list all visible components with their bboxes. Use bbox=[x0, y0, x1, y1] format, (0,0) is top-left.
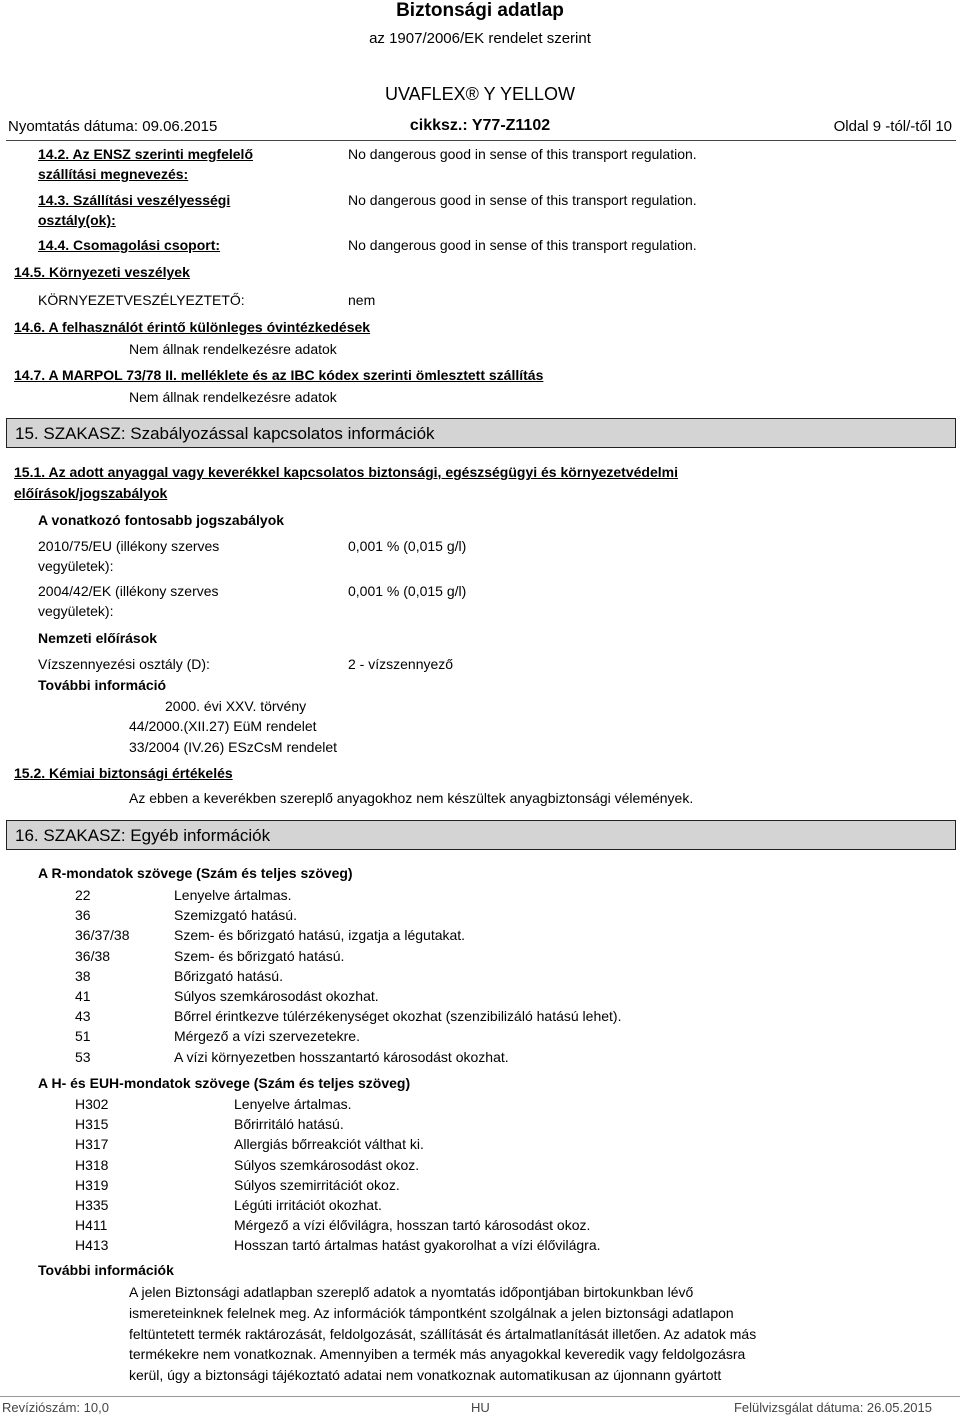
phrase-code: H302 bbox=[75, 1096, 109, 1112]
law-3: 33/2004 (IV.26) ESzCsM rendelet bbox=[129, 739, 338, 755]
header-divider bbox=[6, 140, 956, 141]
phrase-code: 53 bbox=[75, 1048, 91, 1065]
phrase-code: 43 bbox=[75, 1008, 91, 1025]
phrase-text: Súlyos szemkárosodást okozhat. bbox=[174, 988, 379, 1004]
phrase-text: Mérgező a vízi szervezetekre. bbox=[174, 1028, 360, 1045]
section-16-title: 16. SZAKASZ: Egyéb információk bbox=[15, 826, 271, 845]
phrase-text: Lenyelve ártalmas. bbox=[234, 1096, 352, 1112]
eu2-label-1: 2004/42/EK (illékony szerves bbox=[38, 583, 219, 599]
s14-7-value: Nem állnak rendelkezésre adatok bbox=[129, 389, 337, 405]
phrase-code: 22 bbox=[75, 887, 91, 903]
phrase-code: H315 bbox=[75, 1116, 109, 1133]
phrase-code: H319 bbox=[75, 1176, 109, 1193]
national-regulations-title: Nemzeti előírások bbox=[38, 630, 158, 646]
s14-6-label: 14.6. A felhasználót érintő különleges óvintézkedések bbox=[14, 319, 371, 335]
relevant-regulations-title: A vonatkozó fontosabb jogszabályok bbox=[38, 512, 285, 528]
phrase-text: Bőrrel érintkezve túlérzékenységet okozhat (szenzibilizáló hatású lehet). bbox=[174, 1008, 622, 1025]
s14-2-value: No dangerous good in sense of this transport regulation. bbox=[348, 146, 697, 162]
phrase-text: Bőrirritáló hatású. bbox=[234, 1116, 344, 1133]
s14-2-label-1: 14.2. Az ENSZ szerinti megfelelő bbox=[38, 146, 253, 162]
review-date: Felülvizsgálat dátuma: 26.05.2015 bbox=[733, 1400, 932, 1415]
s14-3-label-1: 14.3. Szállítási veszélyességi bbox=[38, 192, 231, 208]
further-info-line: feltüntetett termék raktározását, feldolgozását, szállítását és ártalmatlanítását illetően. Az adatok más bbox=[129, 1325, 757, 1342]
phrase-text: Súlyos szemirritációt okoz. bbox=[234, 1176, 400, 1193]
phrase-code: H335 bbox=[75, 1197, 109, 1213]
document-title: Biztonsági adatlap bbox=[396, 0, 564, 21]
section-16-heading bbox=[6, 820, 956, 850]
s14-2-label-2: szállítási megnevezés: bbox=[38, 166, 189, 182]
section-15-heading bbox=[6, 418, 956, 448]
footer-divider bbox=[0, 1396, 960, 1397]
phrase-code: H411 bbox=[75, 1217, 108, 1234]
language-code: HU bbox=[471, 1400, 490, 1415]
document-subtitle: az 1907/2006/EK rendelet szerint bbox=[369, 30, 591, 47]
further-info-line: ismereteinknek felelnek meg. Az információk támpontként szolgálnak a jelen biztonsági adatlapon bbox=[129, 1304, 734, 1321]
article-number: cikksz.: Y77-Z1102 bbox=[409, 117, 551, 134]
phrase-text: A vízi környezetben hosszantartó károsodást okozhat. bbox=[174, 1048, 509, 1065]
revision-number: Revíziószám: 10,0 bbox=[2, 1400, 109, 1415]
eu2-value: 0,001 % (0,015 g/l) bbox=[348, 583, 467, 599]
phrase-code: 41 bbox=[75, 988, 91, 1004]
phrase-text: Allergiás bőrreakciót válthat ki. bbox=[234, 1136, 424, 1153]
section-15-title: 15. SZAKASZ: Szabályozással kapcsolatos információk bbox=[15, 424, 435, 443]
phrase-text: Légúti irritációt okozhat. bbox=[234, 1197, 382, 1213]
phrase-text: Bőrizgató hatású. bbox=[174, 967, 283, 984]
phrase-code: H318 bbox=[75, 1156, 109, 1173]
s14-6-value: Nem állnak rendelkezésre adatok bbox=[129, 341, 337, 357]
s14-3-label-2: osztály(ok): bbox=[38, 212, 116, 228]
s14-5-label: 14.5. Környezeti veszélyek bbox=[14, 264, 190, 280]
s15-1-line-1: 15.1. Az adott anyaggal vagy keverékkel kapcsolatos biztonsági, egészségügyi és környezetvédelmi bbox=[14, 464, 678, 480]
print-date: Nyomtatás dátuma: 09.06.2015 bbox=[8, 118, 218, 135]
phrase-text: Hosszan tartó ártalmas hatást gyakorolhat a vízi élővilágra. bbox=[234, 1237, 601, 1254]
phrase-code: 36/38 bbox=[75, 947, 111, 964]
product-name: UVAFLEX® Y YELLOW bbox=[384, 84, 575, 104]
eu1-label-2: vegyületek): bbox=[38, 558, 114, 574]
s14-7-label: 14.7. A MARPOL 73/78 II. melléklete és az IBC kódex szerinti ömlesztett szállítás bbox=[14, 367, 544, 383]
law-1: 2000. évi XXV. törvény bbox=[165, 698, 307, 714]
phrase-code: 38 bbox=[75, 967, 91, 984]
s14-4-label: 14.4. Csomagolási csoport: bbox=[38, 237, 221, 253]
water-class-value: 2 - vízszennyező bbox=[348, 656, 454, 672]
phrase-code: 51 bbox=[75, 1028, 91, 1045]
water-class-label: Vízszennyezési osztály (D): bbox=[38, 656, 210, 672]
further-info-line: termékekre nem vonatkoznak. Amennyiben a termék más anyagokkal keveredik vagy feldolgozásra bbox=[129, 1346, 746, 1363]
phrase-code: H413 bbox=[75, 1237, 109, 1254]
law-2: 44/2000.(XII.27) EüM rendelet bbox=[129, 718, 317, 734]
phrase-code: 36 bbox=[75, 907, 91, 924]
further-info-16-title: További információk bbox=[38, 1262, 174, 1278]
phrase-text: Súlyos szemkárosodást okoz. bbox=[234, 1156, 420, 1173]
s15-2-label: 15.2. Kémiai biztonsági értékelés bbox=[14, 765, 233, 781]
phrase-code: 36/37/38 bbox=[75, 927, 130, 944]
page-number: Oldal 9 -tól/-től 10 bbox=[833, 118, 952, 135]
eu2-label-2: vegyületek): bbox=[38, 603, 114, 619]
env-hazard-value: nem bbox=[348, 292, 376, 308]
s15-1-line-2: előírások/jogszabályok bbox=[14, 485, 168, 501]
further-info-line: kerül, úgy a biztonsági tájékoztató adatai nem vonatkoznak automatikusan az újonnann gyártott bbox=[129, 1367, 722, 1384]
env-hazard-label: KÖRNYEZETVESZÉLYEZTETŐ: bbox=[38, 292, 245, 308]
s14-3-value: No dangerous good in sense of this transport regulation. bbox=[348, 192, 697, 208]
s15-2-text: Az ebben a keverékben szereplő anyagokhoz nem készültek anyagbiztonsági vélemények. bbox=[129, 790, 694, 806]
phrase-text: Szem- és bőrizgató hatású. bbox=[174, 947, 345, 964]
eu1-value: 0,001 % (0,015 g/l) bbox=[348, 538, 467, 554]
eu1-label-1: 2010/75/EU (illékony szerves bbox=[38, 538, 220, 554]
phrase-text: Mérgező a vízi élővilágra, hosszan tartó károsodást okoz. bbox=[234, 1217, 591, 1234]
s14-4-value: No dangerous good in sense of this transport regulation. bbox=[348, 237, 697, 253]
further-info-title: További információ bbox=[38, 677, 167, 693]
further-info-line: A jelen Biztonsági adatlapban szereplő adatok a nyomtatás időpontjában birtokunkban lévő bbox=[129, 1284, 694, 1300]
phrase-text: Szemizgató hatású. bbox=[174, 907, 297, 924]
phrase-text: Szem- és bőrizgató hatású, izgatja a légutakat. bbox=[174, 927, 466, 944]
h-phrases-title: A H- és EUH-mondatok szövege (Szám és teljes szöveg) bbox=[38, 1075, 411, 1091]
phrase-code: H317 bbox=[75, 1136, 109, 1153]
r-phrases-title: A R-mondatok szövege (Szám és teljes szöveg) bbox=[38, 865, 353, 881]
phrase-text: Lenyelve ártalmas. bbox=[174, 887, 292, 903]
